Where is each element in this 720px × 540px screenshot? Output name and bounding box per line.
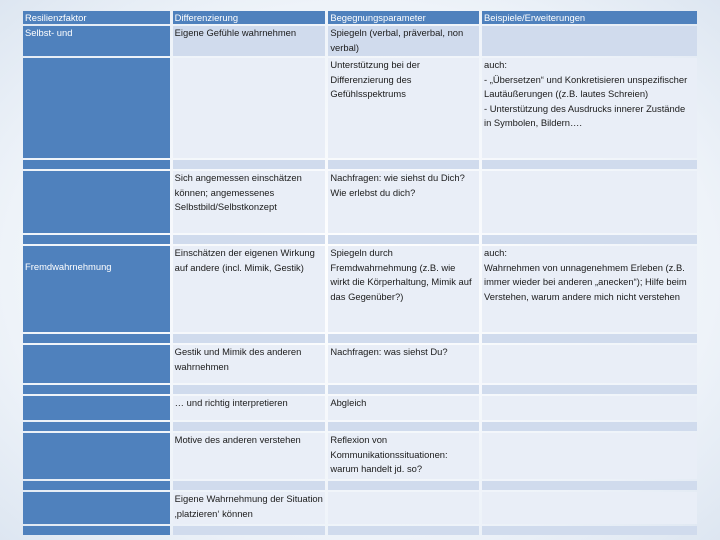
header-resilienzfaktor: Resilienzfaktor [23, 11, 170, 24]
differentiation-cell: Eigene Gefühle wahrnehmen [173, 26, 326, 56]
parameter-cell: Reflexion von Kommunikationssituationen: warum handelt jd. so? [328, 433, 479, 479]
parameter-cell: Abgleich [328, 396, 479, 420]
empty-cell [173, 481, 326, 490]
empty-cell [328, 526, 479, 535]
table-row [23, 58, 697, 158]
empty-cell [328, 334, 479, 343]
empty-cell [328, 160, 479, 169]
resilience-table [20, 9, 700, 537]
empty-cell [482, 422, 697, 431]
empty-cell [173, 422, 326, 431]
empty-cell [173, 334, 326, 343]
factor-cell-empty [23, 171, 170, 233]
factor-cell-empty [23, 345, 170, 383]
parameter-cell: Nachfragen: was siehst Du? [328, 345, 479, 383]
table-row [23, 492, 697, 524]
empty-cell [482, 481, 697, 490]
differentiation-cell: Motive des anderen verstehen [173, 433, 326, 479]
table-row [23, 246, 697, 332]
empty-cell [173, 526, 326, 535]
differentiation-cell: … und richtig interpretieren [173, 396, 326, 420]
factor-cell-empty [23, 396, 170, 420]
parameter-cell: Spiegeln durch Fremdwahrnehmung (z.B. wie wirkt die Körperhaltung, Mimik auf das Gegenüber?) [328, 246, 479, 332]
example-cell [482, 345, 697, 383]
spacer-row [23, 385, 697, 394]
example-cell [482, 492, 697, 524]
empty-cell [328, 481, 479, 490]
empty-cell [482, 526, 697, 535]
factor-cell-empty [23, 492, 170, 524]
factor-cell-empty [23, 433, 170, 479]
empty-cell [482, 385, 697, 394]
empty-cell [482, 334, 697, 343]
factor-cell-empty [23, 160, 170, 169]
spacer-row [23, 422, 697, 431]
header-begegnungsparameter: Begegnungsparameter [328, 11, 479, 24]
spacer-row [23, 481, 697, 490]
table-row [23, 433, 697, 479]
example-cell: auch: Wahrnehmen von unnagenehmem Erleben (z.B. immer wieder bei anderen „anecken“); Hilfe beim Verstehen, warum andere mich nicht verstehen [482, 246, 697, 332]
empty-cell [328, 422, 479, 431]
differentiation-cell: Eigene Wahrnehmung der Situation ‚platzieren‘ können [173, 492, 326, 524]
factor-cell-empty [23, 334, 170, 343]
spacer-row [23, 235, 697, 244]
empty-cell [173, 235, 326, 244]
spacer-row [23, 160, 697, 169]
parameter-cell: Spiegeln (verbal, präverbal, non verbal) [328, 26, 479, 56]
example-cell [482, 396, 697, 420]
parameter-cell: Unterstützung bei der Differenzierung des Gefühlsspektrums [328, 58, 479, 158]
table-row [23, 26, 697, 56]
differentiation-cell: Einschätzen der eigenen Wirkung auf andere (incl. Mimik, Gestik) [173, 246, 326, 332]
table-row [23, 345, 697, 383]
empty-cell [328, 385, 479, 394]
example-cell: auch: - „Übersetzen“ und Konkretisieren unspezifischer Lautäußerungen ((z.B. lautes Schreien) - Unterstützung des Ausdrucks innerer Zustände in Symbolen, Bildern…. [482, 58, 697, 158]
example-cell [482, 171, 697, 233]
factor-cell: Selbst- und [23, 26, 170, 56]
factor-cell-empty [23, 422, 170, 431]
empty-cell [482, 160, 697, 169]
factor-cell-empty [23, 481, 170, 490]
example-cell [482, 433, 697, 479]
factor-cell-empty [23, 235, 170, 244]
parameter-cell [328, 492, 479, 524]
empty-cell [173, 385, 326, 394]
empty-cell [482, 235, 697, 244]
header-row [23, 11, 697, 24]
header-differenzierung: Differenzierung [173, 11, 326, 24]
factor-cell-empty [23, 58, 170, 158]
example-cell [482, 26, 697, 56]
header-beispiele: Beispiele/Erweiterungen [482, 11, 697, 24]
spacer-row [23, 334, 697, 343]
spacer-row [23, 526, 697, 535]
empty-cell [328, 235, 479, 244]
differentiation-cell: Gestik und Mimik des anderen wahrnehmen [173, 345, 326, 383]
table-row [23, 171, 697, 233]
factor-cell-empty [23, 526, 170, 535]
factor-cell: Fremdwahrnehmung [23, 246, 170, 332]
parameter-cell: Nachfragen: wie siehst du Dich? Wie erlebst du dich? [328, 171, 479, 233]
factor-cell-empty [23, 385, 170, 394]
empty-cell [173, 160, 326, 169]
table-row [23, 396, 697, 420]
differentiation-cell [173, 58, 326, 158]
differentiation-cell: Sich angemessen einschätzen können; angemessenes Selbstbild/Selbstkonzept [173, 171, 326, 233]
